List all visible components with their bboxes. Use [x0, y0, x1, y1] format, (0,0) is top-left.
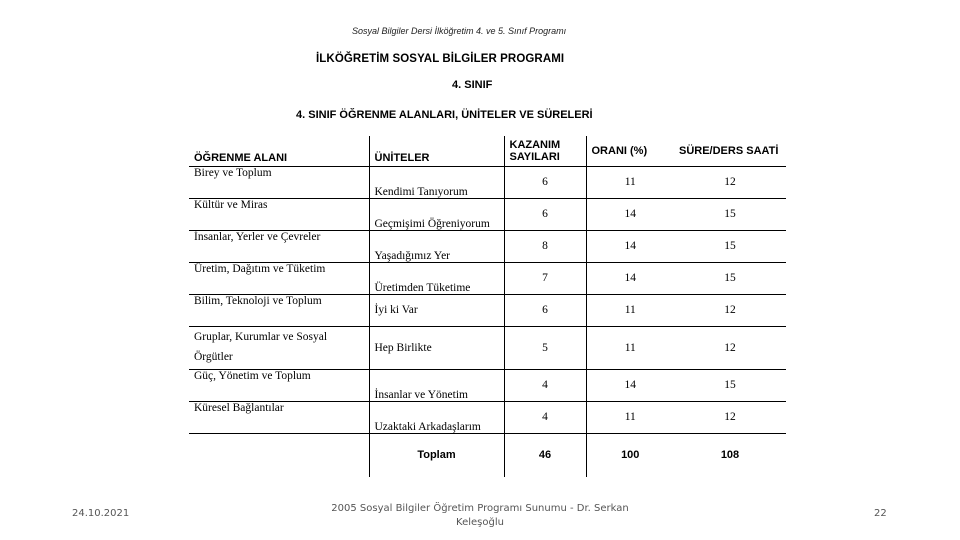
cell-sure: 12	[674, 326, 786, 369]
cell-area: İnsanlar, Yerler ve Çevreler	[189, 230, 369, 262]
table-row	[189, 369, 786, 401]
header-kazanim-sayilari: KAZANIM SAYILARI	[504, 136, 586, 166]
table-row	[189, 326, 786, 369]
page-title: İLKÖĞRETİM SOSYAL BİLGİLER PROGRAMI	[316, 53, 565, 65]
footer-date: 24.10.2021	[72, 508, 130, 519]
cell-unit: İnsanlar ve Yönetim	[369, 369, 504, 401]
cell-total-label: Toplam	[369, 433, 504, 477]
header-ogrenme-alani: ÖĞRENME ALANI	[189, 136, 369, 166]
cell-unit: İyi ki Var	[369, 294, 504, 326]
cell-oran: 11	[586, 166, 674, 198]
cell-area: Kültür ve Miras	[189, 198, 369, 230]
cell-area: Küresel Bağlantılar	[189, 401, 369, 433]
cell-total-oran: 100	[621, 449, 640, 462]
table-row	[189, 166, 786, 198]
cell-kazanim: 8	[504, 230, 586, 262]
table-row	[189, 198, 786, 230]
cell-kazanim: 5	[504, 326, 586, 369]
cell-unit: Hep Birlikte	[369, 326, 504, 369]
table-row	[189, 401, 786, 433]
cell-blank	[189, 433, 369, 477]
cell-kazanim: 4	[504, 369, 586, 401]
cell-unit: Yaşadığımız Yer	[369, 230, 504, 262]
curriculum-table	[189, 136, 786, 477]
header-orani: ORANI (%)	[586, 136, 674, 166]
cell-unit: Kendimi Tanıyorum	[369, 166, 504, 198]
cell-oran: 14	[586, 198, 674, 230]
header-sure-ders-saati: SÜRE/DERS SAATİ	[674, 136, 786, 166]
cell-oran: 14	[586, 230, 674, 262]
cell-sure: 12	[674, 294, 786, 326]
table-row	[189, 294, 786, 326]
cell-sure: 15	[674, 262, 786, 294]
cell-kazanim: 6	[504, 166, 586, 198]
header-note: Sosyal Bilgiler Dersi İlköğretim 4. ve 5. Sınıf Programı	[352, 26, 567, 36]
table-subtitle: 4. SINIF ÖĞRENME ALANLARI, ÜNİTELER VE SÜRELERİ	[296, 109, 593, 121]
cell-unit: Geçmişimi Öğreniyorum	[369, 198, 504, 230]
cell-oran: 11	[586, 326, 674, 369]
cell-oran: 14	[586, 369, 674, 401]
cell-kazanim: 6	[504, 198, 586, 230]
cell-kazanim: 7	[504, 262, 586, 294]
cell-sure: 15	[674, 198, 786, 230]
table-total-row	[189, 433, 786, 477]
cell-oran: 14	[586, 262, 674, 294]
cell-sure: 12	[674, 401, 786, 433]
cell-area: Gruplar, Kurumlar ve Sosyal Örgütler	[189, 326, 369, 369]
cell-area: Güç, Yönetim ve Toplum	[189, 369, 369, 401]
cell-oran: 11	[586, 401, 674, 433]
cell-sure: 15	[674, 230, 786, 262]
cell-area: Birey ve Toplum	[189, 166, 369, 198]
cell-area: Üretim, Dağıtım ve Tüketim	[189, 262, 369, 294]
page-number: 22	[874, 508, 887, 519]
cell-unit: Üretimden Tüketime	[369, 262, 504, 294]
cell-unit: Uzaktaki Arkadaşlarım	[369, 401, 504, 433]
cell-total-kazanim: 46	[504, 433, 586, 477]
cell-kazanim: 4	[504, 401, 586, 433]
cell-area: Bilim, Teknoloji ve Toplum	[189, 294, 369, 326]
cell-kazanim: 6	[504, 294, 586, 326]
cell-oran: 11	[586, 294, 674, 326]
grade-heading: 4. SINIF	[452, 79, 493, 91]
table-row	[189, 230, 786, 262]
table-header-row	[189, 136, 786, 166]
cell-sure: 15	[674, 369, 786, 401]
cell-total-sure: 108	[720, 449, 740, 462]
header-uniteler: ÜNİTELER	[369, 136, 504, 166]
table-row	[189, 262, 786, 294]
footer-presentation-title: 2005 Sosyal Bilgiler Öğretim Programı Sunumu - Dr. Serkan Keleşoğlu	[331, 503, 629, 528]
cell-sure: 12	[674, 166, 786, 198]
